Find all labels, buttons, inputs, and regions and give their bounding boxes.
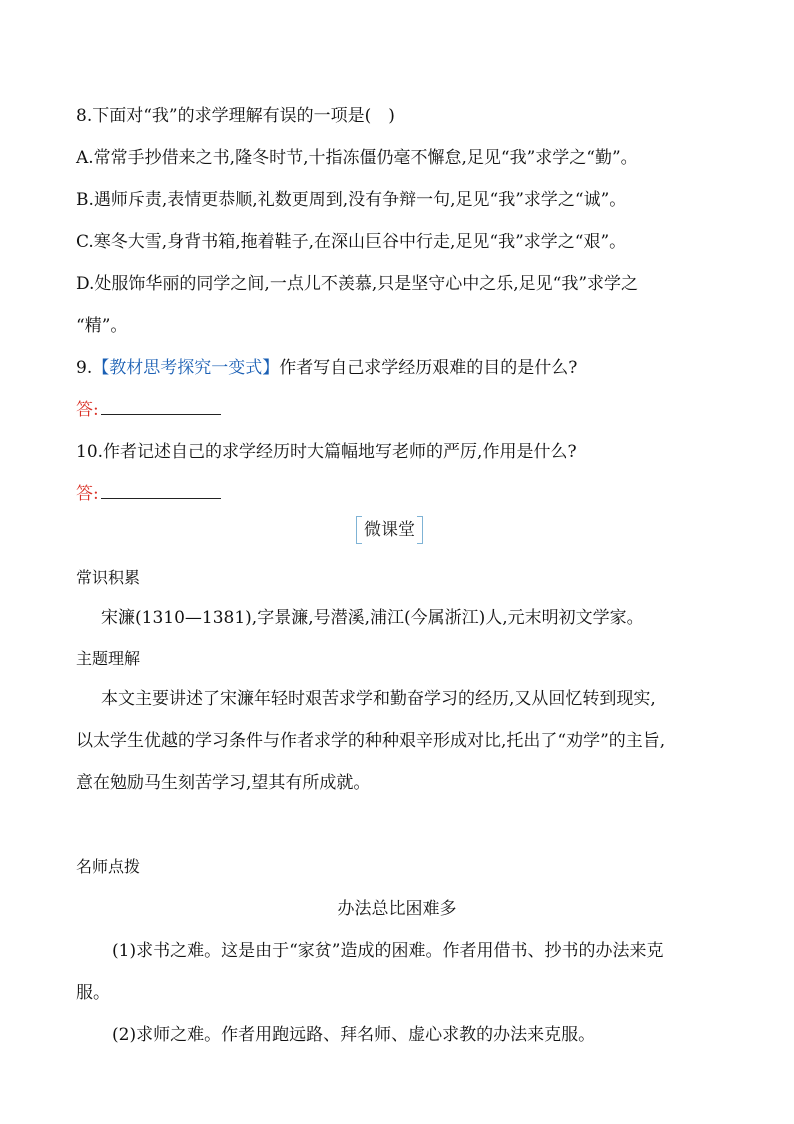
teacher-point-1-line1: (1)求书之难。这是由于“家贫”造成的困难。作者用借书、抄书的办法来克 [112, 941, 664, 961]
knowledge-text: 宋濂(1310—1381),字景濂,号潜溪,浦江(今属浙江)人,元末明初文学家。 [101, 608, 644, 628]
question-8-option-c: C.寒冬大雪,身背书箱,拖着鞋子,在深山巨谷中行走,足见“我”求学之“艰”。 [76, 232, 627, 252]
answer-blank[interactable] [101, 400, 221, 415]
answer-label: 答: [76, 400, 99, 420]
theme-line-2: 以太学生优越的学习条件与作者求学的种种艰辛形成对比,托出了“劝学”的主旨, [76, 731, 666, 751]
knowledge-heading: 常识积累 [76, 568, 141, 587]
question-9-answer [76, 398, 736, 422]
question-8-option-d-line1: D.处服饰华丽的同学之间,一点儿不羡慕,只是坚守心中之乐,足见“我”求学之 [76, 274, 639, 294]
teacher-title: 办法总比困难多 [337, 899, 457, 919]
question-9-number: 9. [76, 358, 93, 378]
answer-blank[interactable] [101, 484, 221, 499]
question-8-option-d-line2: “精”。 [76, 316, 128, 336]
question-8-option-b: B.遇师斥责,表情更恭顺,礼数更周到,没有争辩一句,足见“我”求学之“诚”。 [76, 190, 627, 210]
question-8-stem: 8.下面对“我”的求学理解有误的一项是( ) [76, 106, 395, 126]
question-9 [76, 356, 736, 380]
theme-line-1: 本文主要讲述了宋濂年轻时艰苦求学和勤奋学习的经历,又从回忆转到现实, [101, 689, 656, 709]
question-10: 10.作者记述自己的求学经历时大篇幅地写老师的严厉,作用是什么? [76, 442, 577, 462]
teacher-heading: 名师点拨 [76, 857, 141, 876]
question-10-answer [76, 482, 736, 506]
theme-line-3: 意在勉励马生刻苦学习,望其有所成就。 [76, 773, 371, 793]
teacher-point-1-line2: 服。 [76, 983, 110, 1003]
section-badge: 微课堂 [356, 516, 423, 544]
question-8-option-a: A.常常手抄借来之书,隆冬时节,十指冻僵仍毫不懈怠,足见“我”求学之“勤”。 [76, 148, 638, 168]
teacher-point-2: (2)求师之难。作者用跑远路、拜名师、虚心求教的办法来克服。 [112, 1025, 596, 1045]
question-9-text: 作者写自己求学经历艰难的目的是什么? [279, 358, 578, 378]
question-9-tag: 【教材思考探究一变式】 [92, 358, 280, 378]
theme-heading: 主题理解 [76, 649, 141, 668]
answer-label: 答: [76, 484, 99, 504]
